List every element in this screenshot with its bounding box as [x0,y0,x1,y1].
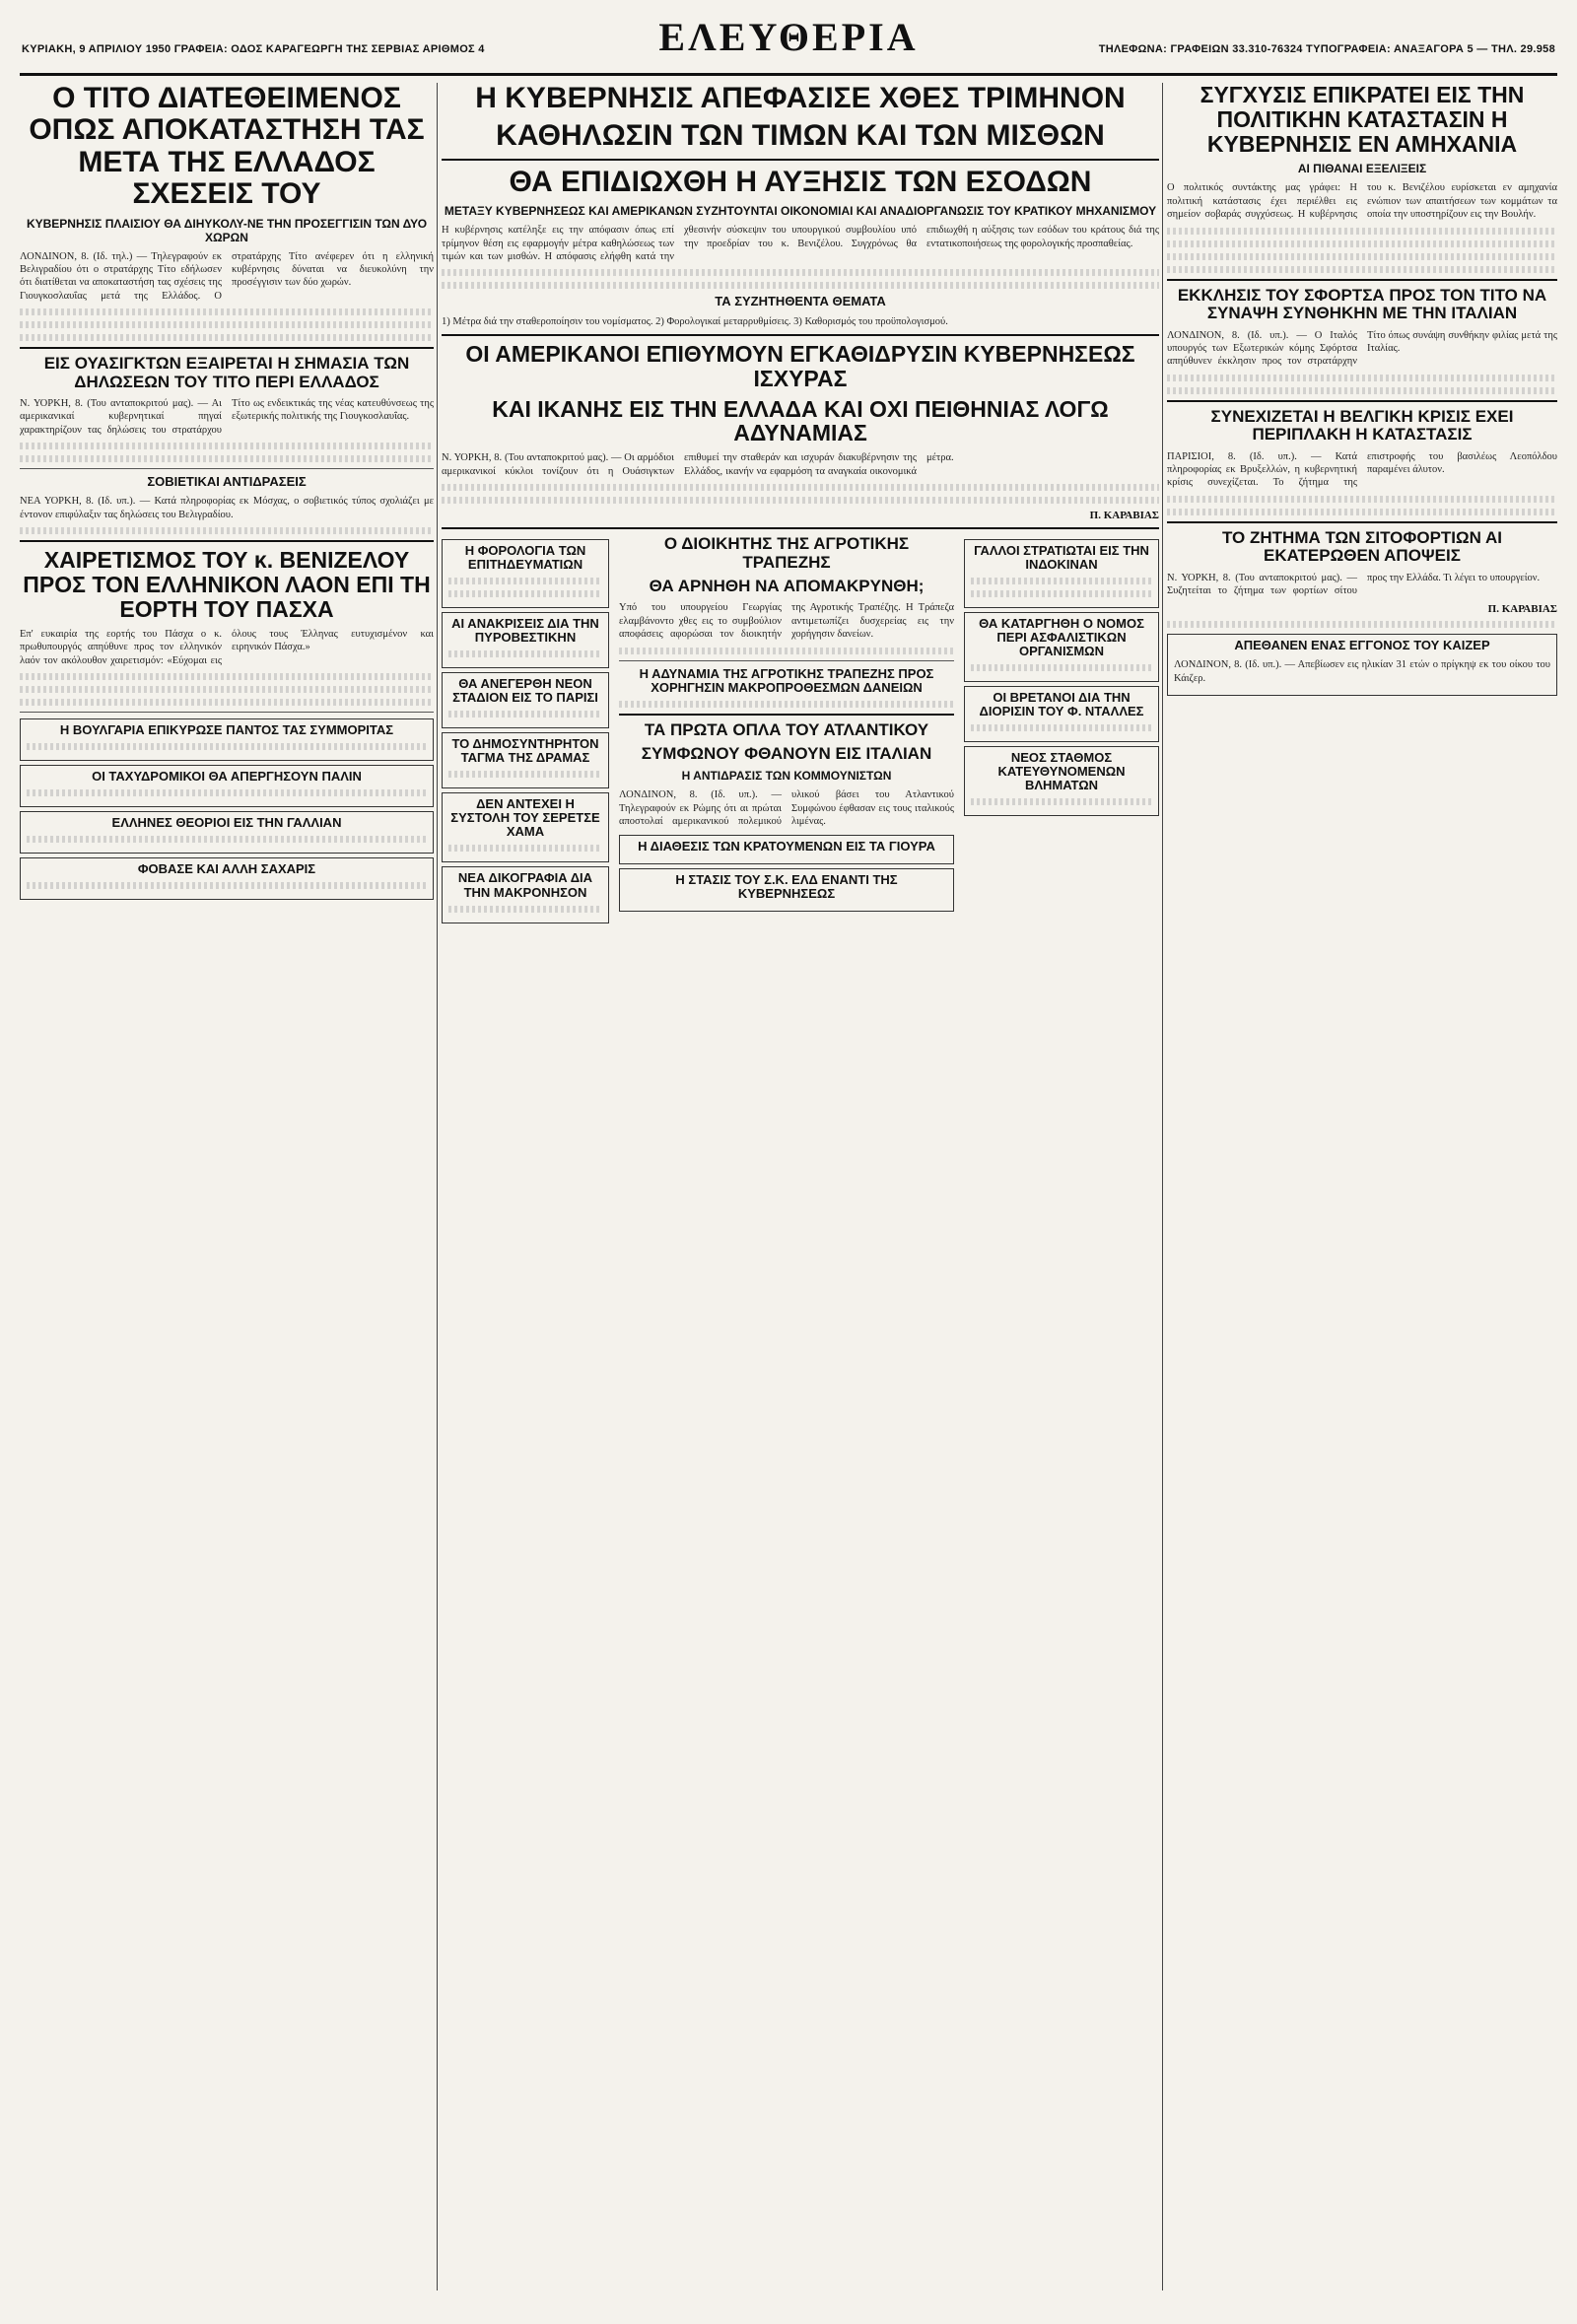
missiles-box [964,746,1159,816]
detainees-headline: Η ΔΙΑΘΕΣΙΣ ΤΩΝ ΚΡΑΤΟΥΜΕΝΩΝ ΕΙΣ ΤΑ ΓΙΟΥΡΑ [638,838,935,854]
text-filler [1167,240,1557,247]
text-filler [442,282,1159,289]
drama-headline: ΤΟ ΔΗΜΟΣΥΝΤΗΡΗΤΟΝ ΤΑΓΜΑ ΤΗΣ ΔΡΑΜΑΣ [451,736,599,766]
fire-brigade-headline: ΑΙ ΑΝΑΚΡΙΣΕΙΣ ΔΙΑ ΤΗΝ ΠΥΡΟΒΕΣΤΙΚΗΝ [451,616,599,646]
agricultural-bank-headline-1: Ο ΔΙΟΙΚΗΤΗΣ ΤΗΣ ΑΓΡΟΤΙΚΗΣ ΤΡΑΠΕΖΗΣ [663,534,910,572]
makronisos-box [442,866,609,923]
text-filler [448,711,602,718]
text-filler [448,578,602,584]
sforza-headline: ΕΚΚΛΗΣΙΣ ΤΟΥ ΣΦΟΡΤΣΑ ΠΡΟΣ ΤΟΝ ΤΙΤΟ ΝΑ ΣΥΝΑΨΗ ΣΥΝΘΗΚΗΝ ΜΕ ΤΗΝ ΙΤΑΛΙΑΝ [1177,285,1547,323]
right-column [1167,83,1557,700]
british-dulles-box [964,686,1159,742]
text-filler [1167,509,1557,515]
text-filler [27,836,427,843]
indochina-headline: ΓΑΛΛΟΙ ΣΤΡΑΤΙΩΤΑΙ ΕΙΣ ΤΗΝ ΙΝΔΟΚΙΝΑΝ [974,543,1149,573]
masthead [20,14,1557,76]
observers-france-headline: ΕΛΛΗΝΕΣ ΘΕΟΡΙΟΙ ΕΙΣ ΤΗΝ ΓΑΛΛΙΑΝ [111,815,342,831]
text-filler [27,882,427,889]
main-headline-line-3: ΘΑ ΕΠΙΔΙΩΧΘΗ Η ΑΥΞΗΣΙΣ ΤΩΝ ΕΣΟΔΩΝ [509,165,1092,198]
tito-subheadline: ΚΥΒΕΡΝΗΣΙΣ ΠΛΑΙΣΙΟΥ ΘΑ ΔΙΗΥΚΟΛΥ-ΝΕ ΤΗΝ ΠΡΟΣΕΓΓΙΣΙΝ ΤΩΝ ΔΥΟ ΧΩΡΩΝ [26,216,428,244]
column-divider [437,83,438,2290]
wheat-cargo-signature: Π. ΚΑΡΑΒΙΑΣ [1487,603,1557,616]
text-filler [20,699,434,706]
text-filler [27,743,427,750]
sugar-box [20,857,434,900]
seretse-headline: ΔΕΝ ΑΝΤΕΧΕΙ Η ΣΥΣΤΟΛΗ ΤΟΥ ΣΕΡΕΤΣΕ ΧΑΜΑ [450,796,600,840]
tax-box [442,539,609,608]
text-filler [448,845,602,852]
text-filler [20,321,434,328]
agricultural-bank-headline-2: ΘΑ ΑΡΝΗΘΗ ΝΑ ΑΠΟΜΑΚΡΥΝΘΗ; [649,576,925,595]
kaiser-box [1167,634,1557,696]
party-stance-headline: Η ΣΤΑΣΙΣ ΤΟΥ Σ.Κ. ΕΛΔ ΕΝΑΝΤΙ ΤΗΣ ΚΥΒΕΡΝΗΣΕΩΣ [675,871,898,901]
text-filler [619,701,954,708]
postmen-box [20,765,434,807]
sforza-article-body: ΛΟΝΔΙΝΟΝ, 8. (Ιδ. υπ.). — Ο Ιταλός υπουργός των Εξωτερικών κόμης Σφόρτσα απηύθυνεν έκκλησιν προς τον στρατάρχην Τίτο όπως συνάψη συνθήκην φιλίας μετά της Ιταλίας. [1167,329,1557,368]
text-filler [971,798,1152,805]
text-filler [20,443,434,449]
agricultural-bank-body: Υπό του υπουργείου Γεωργίας ελαμβάνοντο χθες εις το συμβούλιον αποφάσεις αφορώσαι τον διοικητήν της Αγροτικής Τραπέζης. Η Τράπεζα αντιμετωπίζει δυσχερείας εις την χορήγησιν δανείων. [619,602,954,641]
tax-headline: Η ΦΟΡΟΛΟΓΙΑ ΤΩΝ ΕΠΙΤΗΔΕΥΜΑΤΙΩΝ [464,543,586,573]
center-lower-left [442,535,609,926]
text-filler [448,771,602,778]
tito-headline: Ο ΤΙΤΟ ΔΙΑΤΕΘΕΙΜΕΝΟΣ ΟΠΩΣ ΑΠΟΚΑΤΑΣΤΗΣΗ ΤΑΣ ΜΕΤΑ ΤΗΣ ΕΛΛΑΔΟΣ ΣΧΕΣΕΙΣ ΤΟΥ [29,82,425,211]
main-subheadline: ΜΕΤΑΞΥ ΚΥΒΕΡΝΗΣΕΩΣ ΚΑΙ ΑΜΕΡΙΚΑΝΩΝ ΣΥΖΗΤΟΥΝΤΑΙ ΟΙΚΟΝΟΜΙΑΙ ΚΑΙ ΑΝΑΔΙΟΡΓΑΝΩΣΙΣ ΤΟΥ ΚΡΑΤΙΚΟΥ ΜΗΧΑΝΙΣΜΟΥ [444,204,1157,219]
main-article-body: Η κυβέρνησις κατέληξε εις την απόφασιν όπως επί τρίμηνον θέση εις εφαρμογήν μέτρα καθηλώσεως των τιμών και των μισθών. Η απόφασις ελήφθη κατά την χθεσινήν σύσκεψιν του υπουργικού συμβουλίου υπό την προεδρίαν του κ. Βενιζέλου. Συγχρόνως θα επιδιωχθή η αύξησις των εσόδων του κράτους διά της εντατικοποιήσεως της φορολογικής προσπαθείας. [442,225,1159,263]
political-confusion-body: Ο πολιτικός συντάκτης μας γράφει: Η πολιτική κατάστασις έχει περιέλθει εις σημείον σοβαράς συγχύσεως. Η κυβέρνησις του κ. Βενιζέλου ευρίσκεται εν αμηχανία ενώπιον των απαιτήσεων των κομμάτων τα οποία την υποστηρίζουν εις την Βουλήν. [1167,182,1557,221]
wheat-cargo-headline: ΤΟ ΖΗΤΗΜΑ ΤΩΝ ΣΙΤΟΦΟΡΤΙΩΝ ΑΙ ΕΚΑΤΕΡΩΘΕΝ ΑΠΟΨΕΙΣ [1221,527,1503,566]
text-filler [1167,387,1557,394]
wheat-cargo-body: Ν. ΥΟΡΚΗ, 8. (Του ανταποκριτού μας). — Συζητείται το ζήτημα των φορτίων σίτου προς την Ελλάδα. Τι λέγει το υπουργείον. [1167,572,1541,597]
soviet-reactions-body: ΝΕΑ ΥΟΡΚΗ, 8. (Ιδ. υπ.). — Κατά πληροφορίας εκ Μόσχας, ο σοβιετικός τύπος σχολιάζει με έντονον επιφύλαξιν τας δηλώσεις του Βελιγραδίου. [20,496,434,520]
text-filler [448,650,602,657]
soviet-reactions-headline: ΣΟΒΙΕΤΙΚΑΙ ΑΝΤΙΔΡΑΣΕΙΣ [147,474,307,490]
bulgaria-headline: Η ΒΟΥΛΓΑΡΙΑ ΕΠΙΚΥΡΩΣΕ ΠΑΝΤΟΣ ΤΑΣ ΣΥΜΜΟΡΙΤΑΣ [59,722,394,738]
text-filler [971,664,1152,671]
discussed-topics-headline: ΤΑ ΣΥΖΗΤΗΘΕΝΤΑ ΘΕΜΑΤΑ [715,294,886,309]
political-confusion-headline: ΣΥΓΧΥΣΙΣ ΕΠΙΚΡΑΤΕΙ ΕΙΣ ΤΗΝ ΠΟΛΙΤΙΚΗΝ ΚΑΤΑΣΤΑΣΙΝ Η ΚΥΒΕΡΝΗΣΙΣ ΕΝ ΑΜΗΧΑΝΙΑ [1200,82,1525,157]
text-filler [442,269,1159,276]
text-filler [1167,496,1557,503]
text-filler [1167,253,1557,260]
text-filler [448,906,602,913]
usa-headline-line-1: ΟΙ ΑΜΕΡΙΚΑΝΟΙ ΕΠΙΘΥΜΟΥΝ ΕΓΚΑΘΙΔΡΥΣΙΝ ΚΥΒΕΡΝΗΣΕΩΣ ΙΣΧΥΡΑΣ [465,340,1135,391]
masthead-date-address: ΚΥΡΙΑΚΗ, 9 ΑΠΡΙΛΙΟΥ 1950 ΓΡΑΦΕΙΑ: ΟΔΟΣ ΚΑΡΑΓΕΩΡΓΗ ΤΗΣ ΣΕΡΒΙΑΣ ΑΡΙΘΜΟΣ 4 [22,43,485,55]
tito-article-body: ΛΟΝΔΙΝΟΝ, 8. (Ιδ. τηλ.) — Τηλεγραφούν εκ Βελιγραδίου ότι ο στρατάρχης Τίτο εδήλωσεν ότι διατίθεται να αποκαταστήση τας σχέσεις της Γιουγκοσλαυΐας μετά της Ελλάδος. Ο στρατάρχης Τίτο ανέφερεν ότι η ελληνική κυβέρνησις δύναται να διευκολύνη την προσέγγισιν των δύο χωρών. [20,250,434,302]
stadium-headline: ΘΑ ΑΝΕΓΕΡΘΗ ΝΕΟΝ ΣΤΑΔΙΟΝ ΕΙΣ ΤΟ ΠΑΡΙΣΙ [452,676,598,706]
text-filler [448,590,602,597]
usa-article-signature: Π. ΚΑΡΑΒΙΑΣ [1089,510,1159,522]
text-filler [20,673,434,680]
text-filler [442,497,1159,504]
postmen-strike-headline: ΟΙ ΤΑΧΥΔΡΟΜΙΚΟΙ ΘΑ ΑΠΕΡΓΗΣΟΥΝ ΠΑΛΙΝ [92,769,362,785]
venizelos-article-body: Επ' ευκαιρία της εορτής του Πάσχα ο κ. πρωθυπουργός απηύθυνε προς τον ελληνικόν λαόν τον ακόλουθον χαιρετισμόν: «Εύχομαι εις όλους τους Έλληνας ευτυχισμένον και ειρηνικόν Πάσχα.» [20,628,434,666]
usa-headline-line-2: ΚΑΙ ΙΚΑΝΗΣ ΕΙΣ ΤΗΝ ΕΛΛΑΔΑ ΚΑΙ ΟΧΙ ΠΕΙΘΗΝΙΑΣ ΛΟΓΩ ΑΔΥΝΑΜΙΑΣ [492,395,1109,446]
text-filler [971,578,1152,584]
sugar-headline: ΦΟΒΑΣΕ ΚΑΙ ΑΛΛΗ ΣΑΧΑΡΙΣ [137,861,316,877]
left-column [20,83,434,904]
text-filler [971,724,1152,731]
fire-brigade-box [442,612,609,668]
text-filler [1167,375,1557,381]
belgian-crisis-headline: ΣΥΝΕΧΙΖΕΤΑΙ Η ΒΕΛΓΙΚΗ ΚΡΙΣΙΣ ΕΧΕΙ ΠΕΡΙΠΛΑΚΗ Η ΚΑΤΑΣΤΑΣΙΣ [1210,406,1514,444]
usa-article-body: Ν. ΥΟΡΚΗ, 8. (Του ανταποκριτού μας). — Οι αρμόδιοι αμερικανικοί κύκλοι τονίζουν ότι η Ουάσιγκτων επιθυμεί την σταθεράν και ισχυράν διακυβέρνησιν της Ελλάδος, ικανήν να εφαρμόση τα αναγκαία οικονομικά μέτρα. [442,452,954,477]
center-column [442,83,1159,927]
political-confusion-subheadline: ΑΙ ΠΙΘΑΝΑΙ ΕΞΕΛΙΞΕΙΣ [1297,162,1427,176]
party-stance-box [619,868,954,912]
text-filler [20,308,434,315]
atlantic-weapons-subheadline: Η ΑΝΤΙΔΡΑΣΙΣ ΤΩΝ ΚΟΜΜΟΥΝΙΣΤΩΝ [681,769,892,784]
stadium-box [442,672,609,728]
column-divider [1162,83,1163,2290]
text-filler [20,455,434,462]
kaiser-body: ΛΟΝΔΙΝΟΝ, 8. (Ιδ. υπ.). — Απεβίωσεν εις ηλικίαν 31 ετών ο πρίγκηψ εκ του οίκου του Κάιζερ. [1174,659,1550,684]
text-filler [442,484,1159,491]
washington-article-body: Ν. ΥΟΡΚΗ, 8. (Του ανταποκριτού μας). — Αι αμερικανικαί κυβερνητικαί πηγαί χαρακτηρίζουν τας δηλώσεις του στρατάρχου Τίτο ως ενδεικτικάς της νέας κατευθύνσεως της εξωτερικής πολιτικής της Γιουγκοσλαυΐας. [20,398,434,436]
text-filler [1167,228,1557,235]
main-headline-line-2: ΚΑΘΗΛΩΣΙΝ ΤΩΝ ΤΙΜΩΝ ΚΑΙ ΤΩΝ ΜΙΣΘΩΝ [496,119,1105,153]
observers-box [20,811,434,854]
insurance-law-headline: ΘΑ ΚΑΤΑΡΓΗΘΗ Ο ΝΟΜΟΣ ΠΕΡΙ ΑΣΦΑΛΙΣΤΙΚΩΝ ΟΡΓΑΝΙΣΜΩΝ [979,616,1144,659]
bulgaria-box [20,718,434,761]
missiles-headline: ΝΕΟΣ ΣΤΑΘΜΟΣ ΚΑΤΕΥΘΥΝΟΜΕΝΩΝ ΒΛΗΜΑΤΩΝ [997,750,1126,793]
venizelos-headline: ΧΑΙΡΕΤΙΣΜΟΣ ΤΟΥ κ. ΒΕΝΙΖΕΛΟΥ ΠΡΟΣ ΤΟΝ ΕΛΛΗΝΙΚΟΝ ΛΑΟΝ ΕΠΙ ΤΗ ΕΟΡΤΗ ΤΟΥ ΠΑΣΧΑ [23,547,431,622]
center-lower-middle [619,535,954,926]
masthead-phones: ΤΗΛΕΦΩΝΑ: ΓΡΑΦΕΙΩΝ 33.310-76324 ΤΥΠΟΓΡΑΦΕΙΑ: ΑΝΑΞΑΓΟΡΑ 5 — ΤΗΛ. 29.958 [1098,43,1555,55]
text-filler [619,648,954,654]
center-lower-right [964,535,1159,926]
center-lower-section [442,535,1159,926]
kaiser-headline: ΑΠΕΘΑΝΕΝ ΕΝΑΣ ΕΓΓΟΝΟΣ ΤΟΥ ΚΑΙΖΕΡ [1234,638,1490,653]
belgian-crisis-body: ΠΑΡΙΣΙΟΙ, 8. (Ιδ. υπ.). — Κατά πληροφορίας εκ Βρυξελλών, η κυβερνητική κρίσις συνεχίζεται. Το ζήτημα της επιστροφής του βασιλέως Λεοπόλδου παραμένει άλυτον. [1167,450,1557,489]
drama-box [442,732,609,788]
seretse-box [442,792,609,862]
text-filler [1167,266,1557,273]
atlantic-weapons-headline-2: ΣΥΜΦΩΝΟΥ ΦΘΑΝΟΥΝ ΕΙΣ ΙΤΑΛΙΑΝ [641,743,932,763]
makronisos-headline: ΝΕΑ ΔΙΚΟΓΡΑΦΙΑ ΔΙΑ ΤΗΝ ΜΑΚΡΟΝΗΣΟΝ [457,870,593,900]
detainees-box [619,835,954,864]
text-filler [971,590,1152,597]
washington-headline: ΕΙΣ ΟΥΑΣΙΓΚΤΩΝ ΕΞΑΙΡΕΤΑΙ Η ΣΗΜΑΣΙΑ ΤΩΝ ΔΗΛΩΣΕΩΝ ΤΟΥ ΤΙΤΟ ΠΕΡΙ ΕΛΛΑΔΟΣ [43,354,410,391]
discussed-topics-body: 1) Μέτρα διά την σταθεροποίησιν του νομίσματος. 2) Φορολογικαί μεταρρυθμίσεις. 3) Καθορισμός του προϋπολογισμού. [442,315,948,327]
text-filler [20,686,434,693]
main-headline-line-1: Η ΚΥΒΕΡΝΗΣΙΣ ΑΠΕΦΑΣΙΣΕ ΧΘΕΣ ΤΡΙΜΗΝΟΝ [475,82,1126,114]
atlantic-weapons-headline-1: ΤΑ ΠΡΩΤΑ ΟΠΛΑ ΤΟΥ ΑΤΛΑΝΤΙΚΟΥ [644,719,929,739]
newspaper-page [20,14,1557,2290]
text-filler [27,789,427,796]
text-filler [20,527,434,534]
british-dulles-headline: ΟΙ ΒΡΕΤΑΝΟΙ ΔΙΑ ΤΗΝ ΔΙΟΡΙΣΙΝ ΤΟΥ Φ. ΝΤΑΛΛΕΣ [979,690,1144,719]
text-filler [1167,621,1557,628]
text-filler [20,334,434,341]
insurance-law-box [964,612,1159,682]
atlantic-weapons-body: ΛΟΝΔΙΝΟΝ, 8. (Ιδ. υπ.). — Τηλεγραφούν εκ Ρώμης ότι αι πρώται αποστολαί αμερικανικού πολεμικού υλικού βάσει του Ατλαντικού Συμφώνου έφθασαν εις τους ιταλικούς λιμένας. [619,789,954,828]
indochina-box [964,539,1159,608]
newspaper-title: ΕΛΕΥΘΕΡΙΑ [658,15,919,59]
bank-loans-headline: Η ΑΔΥΝΑΜΙΑ ΤΗΣ ΑΓΡΟΤΙΚΗΣ ΤΡΑΠΕΖΗΣ ΠΡΟΣ ΧΟΡΗΓΗΣΙΝ ΜΑΚΡΟΠΡΟΘΕΣΜΩΝ ΔΑΝΕΙΩΝ [639,665,934,695]
